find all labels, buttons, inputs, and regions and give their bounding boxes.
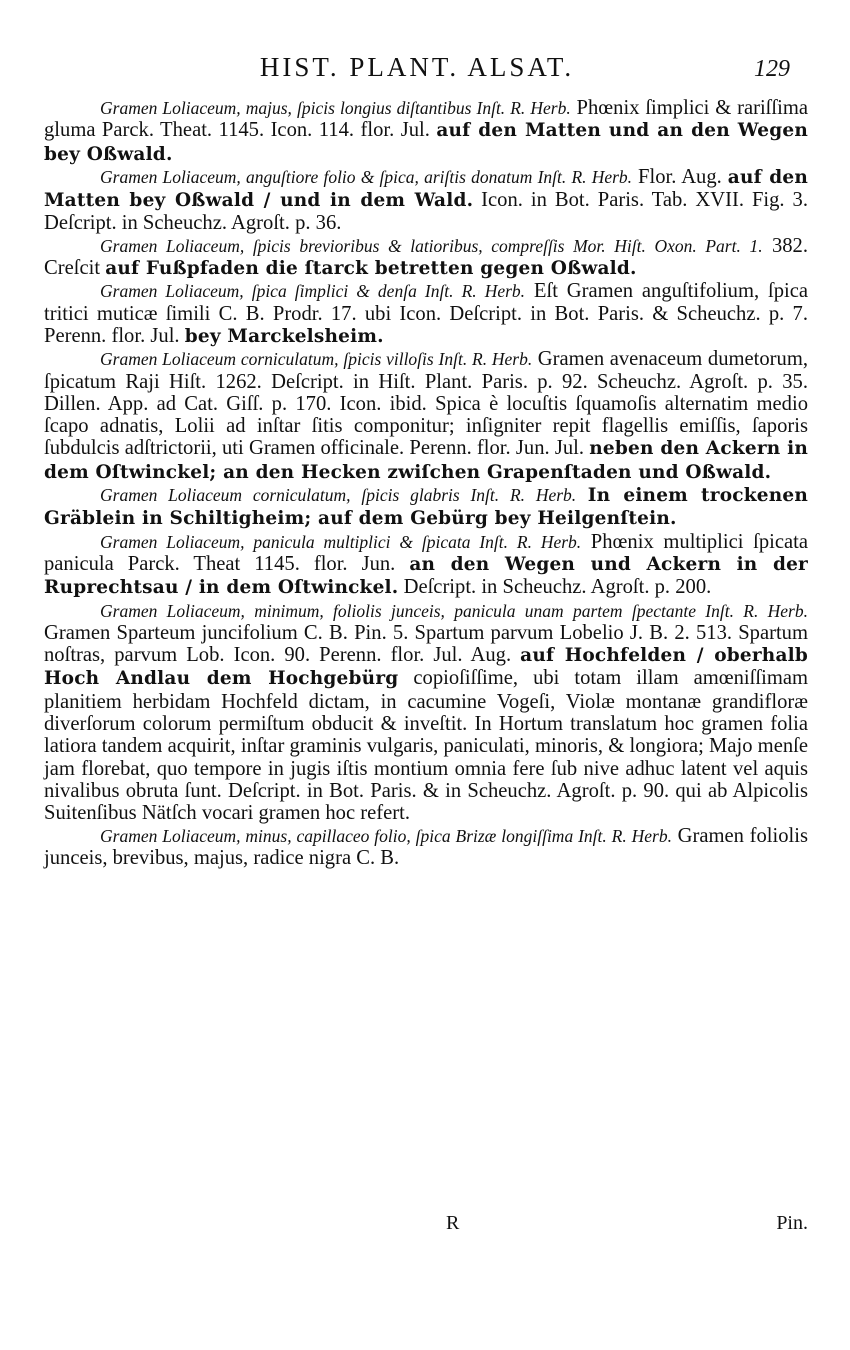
entry-phrase-name: Gramen Loliaceum, ſpicis brevioribus & latioribus, compreſſis Mor. Hiſt. Oxon. Part. 1.: [100, 235, 763, 256]
entry: [44, 348, 808, 484]
entry: [44, 280, 808, 348]
entry-phrase-name: Gramen Loliaceum, majus, ſpicis longius diſtantibus Inſt. R. Herb.: [100, 98, 571, 118]
entry-text: Gramen avenaceum dumetorum, ſpicatum Raji Hiſt. 1262. Deſcript. in Hiſt. Plant. Paris. p. 92. Scheuchz. Agroſt. p. 35. Dillen. App. ad Cat. Giſſ. p. 170. Icon. ibid. Spica è locuſtis ſquamoſis alternatim medio ſcapo adnatis, Lolii ad inſtar ſitis componitur; inſigniter repit flagellis emiſſis, ſaporis ſubdulcis adſtrictorii, uti Gramen officinale. Perenn. flor. Jun. Jul.: [44, 348, 808, 460]
entry-phrase-name: Gramen Loliaceum corniculatum, ſpicis glabris Inſt. R. Herb.: [100, 485, 577, 506]
entry-phrase-name: Gramen Loliaceum, minus, capillaceo folio, ſpica Brizæ longiſſima Inſt. R. Herb.: [100, 825, 672, 846]
entry-text: Flor. Aug.: [632, 165, 728, 188]
entry-text: Phœnix ſimplici & rariſſima gluma Parck. Theat. 1145. Icon. 114. flor. Jul.: [44, 97, 808, 142]
entry-phrase-name: Gramen Loliaceum, anguſtiore folio & ſpica, ariſtis donatum Inſt. R. Herb.: [100, 166, 633, 187]
page-header: [44, 52, 790, 92]
signature-mark: R: [446, 1212, 460, 1234]
entry: [44, 484, 808, 531]
page-number: 129: [754, 56, 790, 82]
entry-german-locality: In einem trockenen Gräblein in Schiltigheim; auf dem Gebürg bey Heilgenſtein.: [44, 485, 808, 530]
entry-text: [576, 484, 588, 506]
entry-german-locality: bey Marckelsheim.: [184, 325, 384, 347]
page-body: [44, 97, 808, 869]
entry-text: Gramen Sparteum juncifolium C. B. Pin. 5. Spartum parvum Lobelio J. B. 2. 513. Spartum noſtras, parvum Lob. Icon. 90. Perenn. flor. Jul. Aug.: [44, 621, 808, 667]
entry-text-continued: Icon. in Bot. Paris. Tab. XVII. Fig. 3. Deſcript. in Scheuchz. Agroſt. p. 36.: [44, 189, 808, 235]
entry-german-locality: auf Hochfelden / oberhalb Hoch Andlau dem Hochgebürg: [44, 645, 808, 690]
page-footer: [44, 1212, 808, 1238]
entry-text-continued: copioſiſſime, ubi totam illam amœniſſimam planitiem herbidam Hochfeld dictam, in cacumine Vogeſi, Violæ montanæ grandifloræ diverſorum colorum permiſtum obducit & inveſtit. In Hortum translatum hoc gramen folia latiora tandem acquirit, inſtar graminis vulgaris, paniculati, minoris, & longiora; Majo menſe jam florebat, quo tempore in jugis iſtis montium omnia fere ſub nive adhuc latent vel aquis nivalibus obruta ſunt. Deſcript. in Bot. Paris. & in Scheuchz. Agroſt. p. 90. qui ab Alpicolis Suitenſibus Nätſch vocari gramen hoc refert.: [44, 667, 808, 825]
entry: [44, 825, 808, 870]
entry-phrase-name: Gramen Loliaceum, minimum, foliolis junceis, panicula unam partem ſpectante Inſt. R. Herb.: [100, 600, 808, 621]
entry-text: 382. Creſcit: [44, 234, 808, 280]
entry: [44, 600, 808, 825]
entry: [44, 531, 808, 600]
entry-text: Eſt Gramen anguſtifolium, ſpica tritici muticæ ſimili C. B. Prodr. 17. ubi Icon. Deſcript. in Bot. Paris. & Scheuchz. p. 7. Perenn. flor. Jul.: [44, 280, 808, 347]
entry-german-locality: an den Wegen und Ackern in der Ruprechtsau / in dem Oſtwinckel.: [44, 553, 808, 599]
entry-text: Phœnix multiplici ſpicata panicula Parck. Theat 1145. flor. Jun.: [44, 530, 808, 575]
entry: [44, 235, 808, 281]
entry-phrase-name: Gramen Loliaceum, ſpica ſimplici & denſa Inſt. R. Herb.: [100, 281, 526, 302]
entry-german-locality: neben den Ackern in dem Oſtwinckel; an den Hecken zwiſchen Grapenſtaden und Oßwald.: [44, 438, 808, 483]
entry: [44, 166, 808, 235]
running-title: HIST. PLANT. ALSAT.: [259, 52, 575, 82]
entry-text-continued: Deſcript. in Scheuchz. Agroſt. p. 200.: [398, 576, 712, 599]
catchword: Pin.: [776, 1212, 808, 1234]
entry-phrase-name: Gramen Loliaceum corniculatum, ſpicis villoſis Inſt. R. Herb.: [100, 349, 533, 370]
entry-text: Gramen foliolis junceis, brevibus, majus, radice nigra C. B.: [44, 824, 808, 869]
entry-german-locality: auf den Matten bey Oßwald / und in dem Wald.: [44, 166, 808, 212]
entry: [44, 97, 808, 166]
entry-german-locality: auf den Matten und an den Wegen bey Oßwald.: [44, 120, 808, 165]
entry-german-locality: auf Fußpfaden die ſtarck betretten gegen Oßwald.: [105, 258, 637, 280]
entry-phrase-name: Gramen Loliaceum, panicula multiplici & ſpicata Inſt. R. Herb.: [100, 531, 582, 552]
